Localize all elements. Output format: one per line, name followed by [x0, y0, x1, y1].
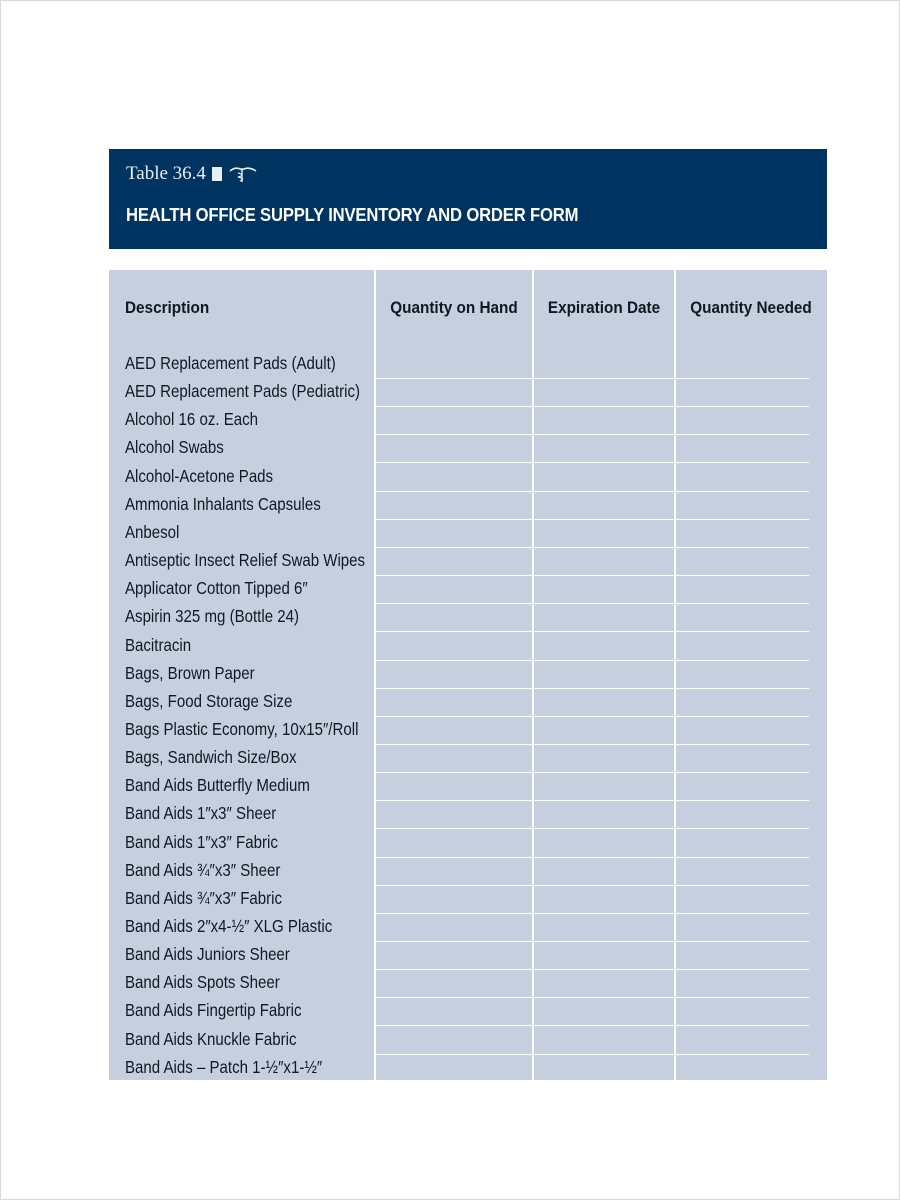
item-description: AED Replacement Pads (Pediatric)	[125, 381, 361, 402]
table-number: Table 36.4	[126, 163, 206, 184]
table-number-line	[126, 163, 258, 185]
item-description: Applicator Cotton Tipped 6″	[125, 578, 308, 599]
item-description: Bags, Brown Paper	[125, 662, 255, 683]
item-description: Band Aids 1″x3″ Sheer	[125, 803, 277, 824]
item-description: Band Aids 1″x3″ Fabric	[125, 831, 278, 852]
item-description: Band Aids ¾″x3″ Sheer	[125, 859, 281, 880]
item-description: Bags, Food Storage Size	[125, 690, 293, 711]
table-row	[109, 406, 809, 434]
item-description: Alcohol 16 oz. Each	[125, 409, 259, 430]
item-description: Aspirin 325 mg (Bottle 24)	[125, 606, 300, 627]
caduceus-icon	[228, 165, 258, 183]
item-description: Band Aids – Patch 1-½″x1-½″	[125, 1056, 323, 1077]
table-row	[109, 575, 809, 603]
table-row	[109, 941, 809, 969]
item-description: Ammonia Inhalants Capsules	[125, 493, 321, 514]
table-row	[109, 885, 809, 913]
table-row	[109, 716, 809, 744]
item-description: Alcohol-Acetone Pads	[125, 465, 274, 486]
item-description: Antiseptic Insect Relief Swab Wipes	[125, 550, 366, 571]
form-title: HEALTH OFFICE SUPPLY INVENTORY AND ORDER FORM	[126, 204, 579, 225]
item-description: Band Aids Fingertip Fabric	[125, 1000, 302, 1021]
item-description: Bags Plastic Economy, 10x15″/Roll	[125, 718, 359, 739]
table-header-banner	[109, 149, 827, 249]
item-description: Anbesol	[125, 521, 180, 542]
table-row	[109, 519, 809, 547]
item-description: Band Aids 2″x4-½″ XLG Plastic	[125, 916, 333, 936]
table-row	[109, 772, 809, 800]
table-row	[109, 547, 809, 575]
item-description: Band Aids Juniors Sheer	[125, 944, 290, 965]
item-description: AED Replacement Pads (Adult)	[125, 353, 336, 373]
table-row	[109, 997, 809, 1025]
table-row	[109, 1026, 809, 1054]
table-row	[109, 632, 809, 660]
item-description: Band Aids Spots Sheer	[125, 972, 280, 993]
column-header-quantity-needed: Quantity Needed	[690, 298, 812, 317]
table-row	[109, 800, 809, 828]
item-description: Bags, Sandwich Size/Box	[125, 747, 297, 768]
table-row	[109, 463, 809, 491]
item-description: Band Aids Butterfly Medium	[125, 775, 310, 796]
item-description: Alcohol Swabs	[125, 437, 224, 458]
column-header-quantity-on-hand: Quantity on Hand	[390, 298, 518, 317]
inventory-table	[109, 270, 827, 1080]
table-row	[109, 491, 809, 519]
table-row	[109, 688, 809, 716]
item-description: Band Aids ¾″x3″ Fabric	[125, 887, 283, 908]
table-row	[109, 829, 809, 857]
table-row	[109, 1054, 809, 1082]
item-description: Bacitracin	[125, 634, 192, 655]
table-row	[109, 350, 809, 378]
column-header-description: Description	[125, 298, 210, 317]
square-bullet-icon	[212, 167, 222, 181]
table-row	[109, 434, 809, 462]
table-row	[109, 969, 809, 997]
table-row	[109, 857, 809, 885]
table-row	[109, 378, 809, 406]
table-row	[109, 603, 809, 631]
item-description: Band Aids Knuckle Fabric	[125, 1028, 297, 1049]
table-row	[109, 913, 809, 941]
column-header-expiration-date: Expiration Date	[547, 298, 661, 317]
table-row	[109, 660, 809, 688]
table-row	[109, 744, 809, 772]
